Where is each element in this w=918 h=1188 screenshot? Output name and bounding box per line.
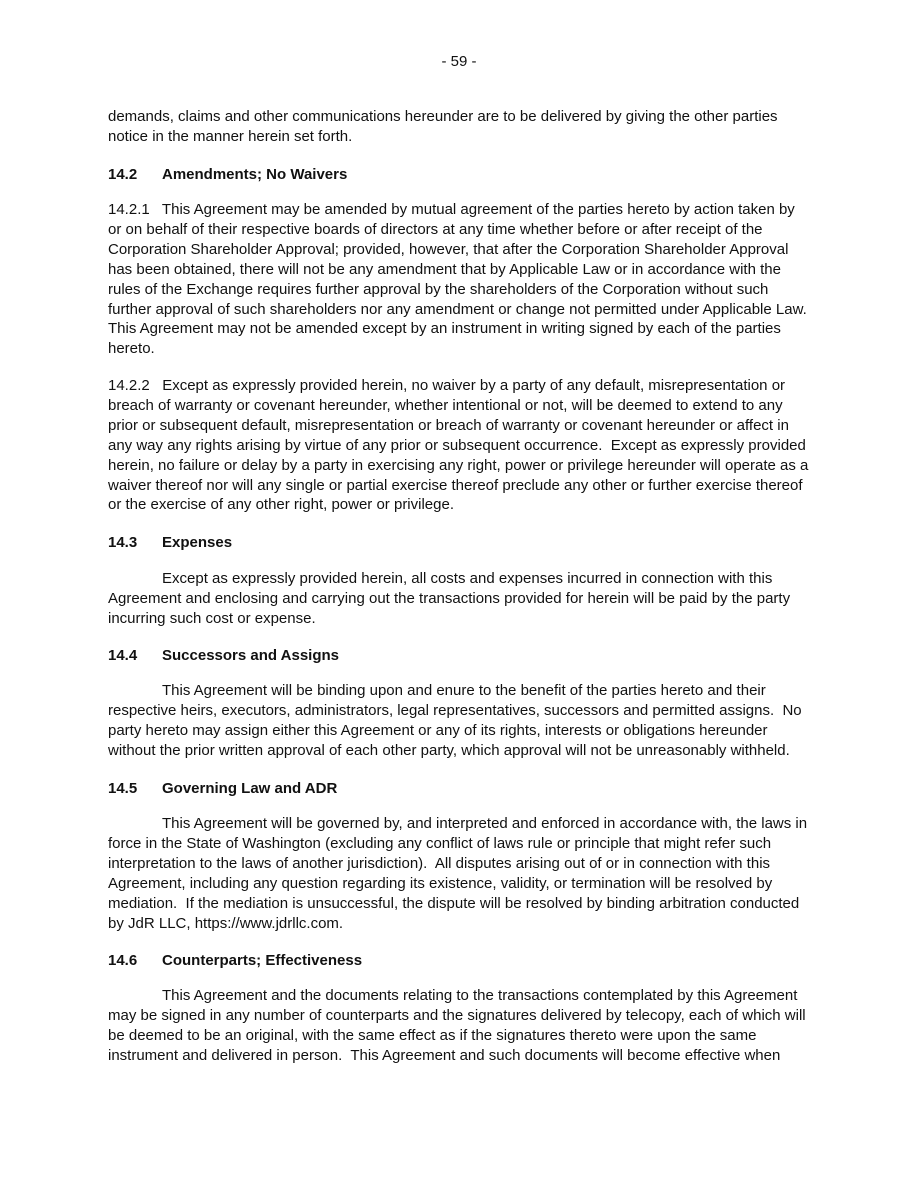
page-number: - 59 - [441,53,477,70]
text-line: respective heirs, executors, administrators, legal representatives, successors and permitted assigns. No [108,701,802,719]
heading-14-2 [108,165,347,185]
text-line: Agreement, including any question regarding its existence, validity, or termination will be resolved by [108,874,773,892]
text-line: be deemed to be an original, with the same effect as if the signatures thereto were upon the same [108,1026,757,1044]
section-title: Amendments; No Waivers [162,166,348,183]
text-line: Except as expressly provided herein, all costs and expenses incurred in connection with this [162,570,773,587]
text-line: force in the State of Washington (excluding any conflict of laws rule or principle that might refer such [108,834,772,852]
heading-14-5 [108,779,337,799]
text-line: 14.2.1 This Agreement may be amended by mutual agreement of the parties hereto by action taken by [108,201,795,218]
heading-14-4 [108,646,339,666]
paragraph-14-3 [108,569,828,629]
text-line: This Agreement and the documents relating to the transactions contemplated by this Agreement [162,987,798,1004]
text-line: 14.2.2 Except as expressly provided herein, no waiver by a party of any default, misrepresentation or [108,377,786,394]
section-title: Successors and Assigns [162,647,340,664]
paragraph-14-6 [108,986,828,1066]
text-line: further approval of such shareholders nor any amendment or change not permitted under Applicable Law. [108,300,807,318]
text-line: mediation. If the mediation is unsuccessful, the dispute will be resolved by binding arbitration conducted [108,894,800,912]
text-line: or the exercise of any other right, power or privilege. [108,496,455,514]
text-line: instrument and delivered in person. This Agreement and such documents will become effective when [108,1046,781,1064]
text-line: herein, no failure or delay by a party in exercising any right, power or privilege hereunder will operate as a [108,456,809,474]
text-line: Corporation Shareholder Approval; provided, however, that after the Corporation Shareholder Approval [108,240,789,258]
section-number: 14.2 [108,166,138,183]
text-line: This Agreement will be binding upon and enure to the benefit of the parties hereto and their [162,682,766,699]
paragraph-14-4 [108,681,828,761]
section-title: Expenses [162,534,233,551]
text-line: Agreement and enclosing and carrying out the transactions provided for herein will be paid by the party [108,589,791,607]
text-line: breach of warranty or covenant hereunder, whether intentional or not, will be deemed to extend to any [108,396,783,414]
text-line: any way any rights arising by virtue of any prior or subsequent occurrence. Except as expressly provided [108,436,806,454]
heading-14-6 [108,951,362,971]
text-line: This Agreement may not be amended except by an instrument in writing signed by each of the parties [108,320,781,338]
text-line: notice in the manner herein set forth. [108,127,353,145]
heading-14-3 [108,533,232,553]
text-line: has been obtained, there will not be any amendment that by Applicable Law or in accordance with the [108,260,781,278]
section-number: 14.5 [108,780,138,797]
text-line: without the prior written approval of each other party, which approval will not be unreasonably withheld. [108,741,790,759]
section-number: 14.3 [108,534,138,551]
paragraph-14-5 [108,814,828,933]
text-line: This Agreement will be governed by, and interpreted and enforced in accordance with, the laws in [162,815,808,832]
text-line: hereto. [108,340,155,358]
section-number: 14.4 [108,647,138,664]
intro-paragraph [108,107,828,147]
paragraph-14-2-2 [108,376,828,515]
text-line: prior or subsequent default, misrepresentation or breach of warranty or covenant hereunder or affect in [108,416,789,434]
text-line: waiver thereof nor will any single or partial exercise thereof preclude any other or further exercise thereof [108,476,803,494]
text-line: party hereto may assign either this Agreement or any of its rights, interests or obligations hereunder [108,721,768,739]
text-line: may be signed in any number of counterparts and the signatures delivered by telecopy, each of which will [108,1006,806,1024]
section-number: 14.6 [108,952,138,969]
text-line: demands, claims and other communications hereunder are to be delivered by giving the other parties [108,108,778,125]
text-line: by JdR LLC, https://www.jdrllc.com. [108,914,344,932]
paragraph-14-2-1 [108,200,828,359]
text-line: rules of the Exchange requires further approval by the shareholders of the Corporation without such [108,280,769,298]
section-title: Counterparts; Effectiveness [162,952,363,969]
text-line: or on behalf of their respective boards of directors at any time whether before or after receipt of the [108,220,763,238]
text-line: incurring such cost or expense. [108,609,316,627]
section-title: Governing Law and ADR [162,780,338,797]
text-line: interpretation to the laws of another jurisdiction). All disputes arising out of or in connection with this [108,854,771,872]
